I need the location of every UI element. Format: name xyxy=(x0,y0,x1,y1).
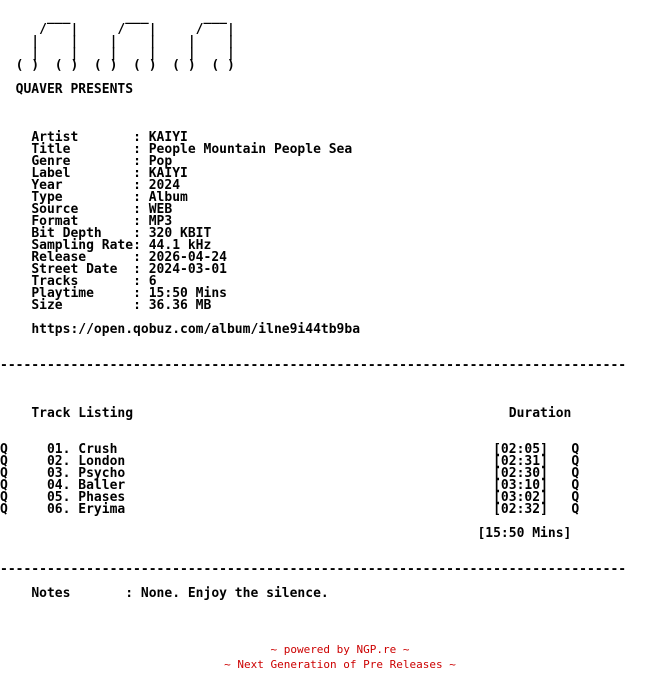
track-listing-header: Track Listing xyxy=(31,406,509,421)
info-value: 36.36 MB xyxy=(148,298,212,313)
track-number: 01. xyxy=(46,442,71,457)
track-title: Psycho xyxy=(78,466,494,481)
track-marker-left: Q xyxy=(0,490,8,505)
total-duration: [15:50 Mins] xyxy=(477,526,572,541)
info-label: Release xyxy=(31,250,134,265)
track-title: London xyxy=(78,454,494,469)
info-label: Source xyxy=(31,202,134,217)
track-duration: [02:32] xyxy=(493,502,548,517)
track-title: Phases xyxy=(78,490,494,505)
info-value: Album xyxy=(148,190,188,205)
track-title: Baller xyxy=(78,478,494,493)
track-number: 05. xyxy=(46,490,71,505)
info-label: Year xyxy=(31,178,134,193)
info-value: KAIYI xyxy=(148,130,188,145)
info-value: WEB xyxy=(148,202,173,217)
nfo-text: ___ ___ ___ / | / | / | | | | | | | | | | | | | ( ) ( ) ( ) ( ) ( ) ( ) QUAVER PRESENTS Artist : KAIYI Title : People Mountain People Sea Genre : Pop Label : KAIYI Year : 2024 Type : Album Source : WEB Format : MP3 Bit Depth : 320 KBIT Sampling Rate: 44.1 kHz Release : 2026-04-24 Street Date : 2024-03-01 Tracks : 6 Playtime : 15:50 Mins Size : 36.36 MB https://open.qobuz.com/album/ilne9i44tb9ba -------------------------------------------------------------------------------- Track Listing Duration Q 01. Crush [02:05] Q Q 02. London [02:31] Q Q 03. Psycho [02:30] Q Q 04. Baller [03:10] Q Q 05. Phases [03:02] Q Q 06. Eryima [02:32] Q [15:50 Mins] -------------------------------------------------------------------------------- Notes : None. Enjoy the silence. xyxy=(0,10,627,601)
info-label: Type xyxy=(31,190,134,205)
track-marker-right: Q xyxy=(571,490,580,505)
track-marker-right: Q xyxy=(571,442,580,457)
info-label: Playtime xyxy=(31,286,134,301)
logo-ascii-art: ___ ___ ___ / | / | / | | | | | | | | | | | | | ( ) ( ) ( ) ( ) ( ) ( ) xyxy=(15,10,235,73)
album-url: https://open.qobuz.com/album/ilne9i44tb9ba xyxy=(31,322,361,337)
track-number: 04. xyxy=(46,478,71,493)
footer-powered-by: ~ powered by NGP.re ~ xyxy=(270,643,410,656)
info-label: Format xyxy=(31,214,134,229)
notes-label: Notes xyxy=(31,586,126,601)
track-title: Eryima xyxy=(78,502,494,517)
info-value: 2024 xyxy=(148,178,181,193)
track-number: 03. xyxy=(46,466,71,481)
footer-tagline: ~ Next Generation of Pre Releases ~ xyxy=(224,658,456,671)
info-value: 2026-04-24 xyxy=(148,250,227,265)
track-number: 02. xyxy=(46,454,71,469)
track-marker-right: Q xyxy=(571,466,580,481)
track-marker-right: Q xyxy=(571,478,580,493)
notes-value: None. Enjoy the silence. xyxy=(140,586,329,601)
track-number: 06. xyxy=(46,502,71,517)
info-value: Pop xyxy=(148,154,173,169)
track-marker-left: Q xyxy=(0,478,8,493)
track-duration: [02:30] xyxy=(493,466,548,481)
track-marker-left: Q xyxy=(0,454,8,469)
info-value: People Mountain People Sea xyxy=(148,142,353,157)
track-duration: [03:02] xyxy=(493,490,548,505)
info-value: 6 xyxy=(148,274,157,289)
track-title: Crush xyxy=(78,442,494,457)
track-duration: [02:05] xyxy=(493,442,548,457)
info-label: Street Date xyxy=(31,262,134,277)
info-value: MP3 xyxy=(148,214,173,229)
info-label: Label xyxy=(31,166,134,181)
duration-header: Duration xyxy=(508,406,572,421)
separator-line: -------------------------------------------------------------------------------- xyxy=(0,562,627,577)
info-value: KAIYI xyxy=(148,166,188,181)
info-value: 44.1 kHz xyxy=(148,238,212,253)
info-value: 15:50 Mins xyxy=(148,286,227,301)
separator-line: -------------------------------------------------------------------------------- xyxy=(0,358,627,373)
track-marker-left: Q xyxy=(0,502,8,517)
track-duration: [02:31] xyxy=(493,454,548,469)
info-label: Title xyxy=(31,142,134,157)
info-label: Artist xyxy=(31,130,134,145)
info-label: Bit Depth xyxy=(31,226,134,241)
track-duration: [03:10] xyxy=(493,478,548,493)
info-label: Sampling Rate xyxy=(31,238,134,253)
track-marker-left: Q xyxy=(0,466,8,481)
info-value: 2024-03-01 xyxy=(148,262,227,277)
info-label: Tracks xyxy=(31,274,134,289)
info-value: 320 KBIT xyxy=(148,226,212,241)
track-marker-left: Q xyxy=(0,442,8,457)
track-marker-right: Q xyxy=(571,502,580,517)
info-label: Genre xyxy=(31,154,134,169)
track-marker-right: Q xyxy=(571,454,580,469)
presenter-title: QUAVER PRESENTS xyxy=(0,82,134,97)
info-label: Size xyxy=(31,298,134,313)
